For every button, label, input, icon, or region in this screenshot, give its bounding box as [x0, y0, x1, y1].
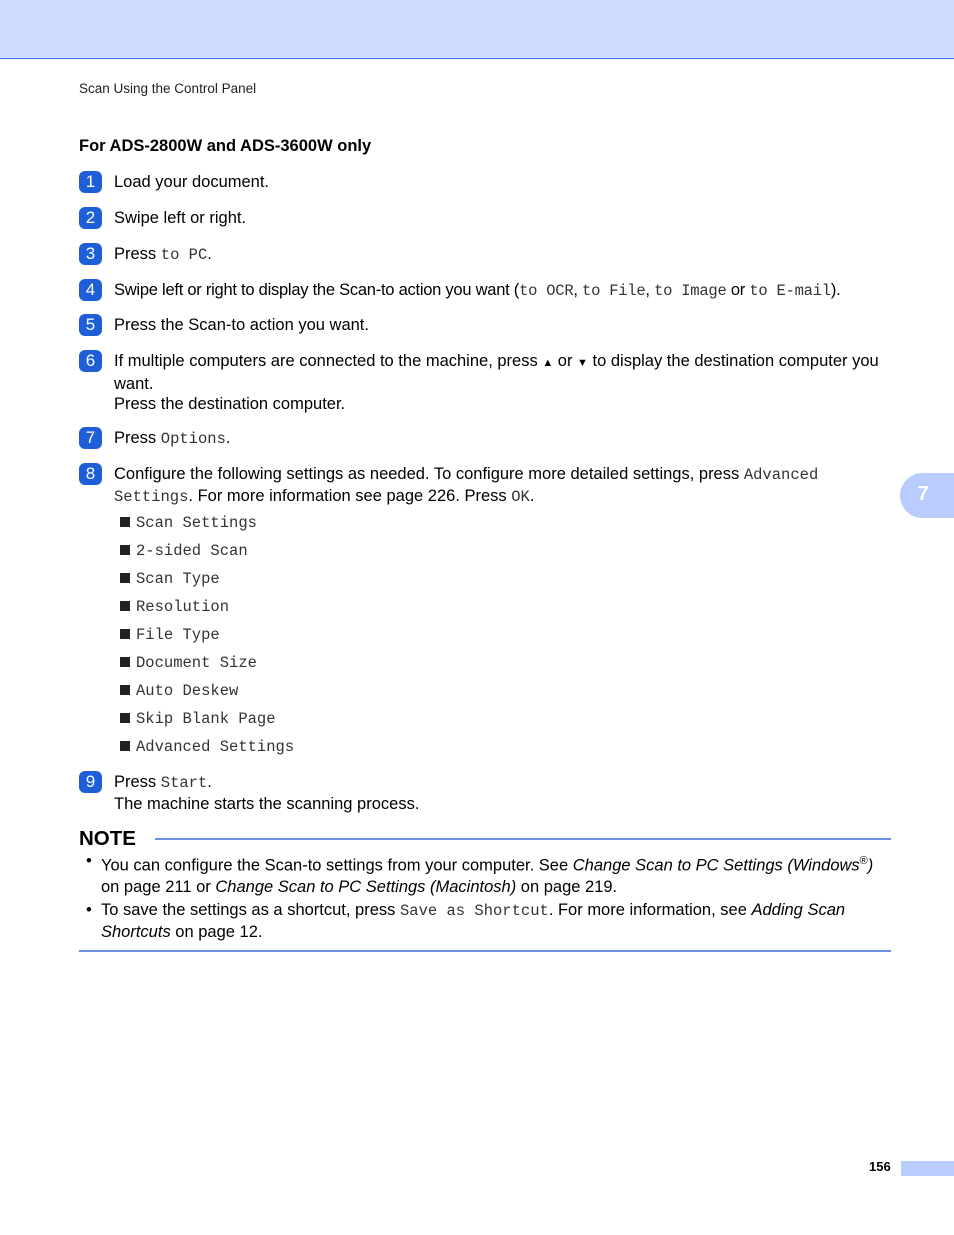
square-bullet-icon: [120, 545, 130, 555]
step-text: If multiple computers are connected to the machine, press ▲ or ▼ to display the destination computer you want. Press the destination computer.: [114, 352, 879, 413]
list-item: 2-sided Scan: [120, 542, 294, 570]
list-item: Scan Type: [120, 570, 294, 598]
list-item: Resolution: [120, 598, 294, 626]
menu-option: Start: [160, 774, 208, 792]
bullet-dot-icon: •: [86, 901, 92, 919]
menu-option: Options: [160, 430, 226, 448]
chapter-tab: 7: [900, 473, 954, 518]
step-text: Swipe left or right to display the Scan-to action you want (to OCR, to File, to Image or to E-mail).: [114, 281, 841, 300]
step-text: Swipe left or right.: [114, 209, 247, 227]
list-item: Auto Deskew: [120, 682, 294, 710]
step-number-badge: 7: [79, 427, 102, 449]
menu-option: to Image: [654, 282, 727, 300]
note-divider-bottom: [79, 950, 891, 952]
page-number-bar: [901, 1161, 954, 1176]
step-text: Configure the following settings as needed. To configure more detailed settings, press Advanced Settings. For more information see page 226. Press OK.: [114, 465, 819, 506]
menu-option: Advanced Settings: [114, 466, 819, 506]
step-number-badge: 2: [79, 207, 102, 229]
note-label: NOTE: [79, 827, 136, 850]
square-bullet-icon: [120, 629, 130, 639]
menu-option: to E-mail: [749, 282, 831, 300]
square-bullet-icon: [120, 601, 130, 611]
step-text: Press Start. The machine starts the scanning process.: [114, 773, 420, 813]
square-bullet-icon: [120, 741, 130, 751]
step-text: Load your document.: [114, 173, 270, 191]
list-item: Advanced Settings: [120, 738, 294, 766]
down-arrow-icon: ▼: [577, 357, 588, 369]
step-number-badge: 8: [79, 463, 102, 485]
settings-list: [120, 514, 294, 766]
menu-option: to File: [582, 282, 646, 300]
up-arrow-icon: ▲: [542, 357, 554, 369]
step-text: Press Options.: [114, 429, 231, 448]
note-divider-top: [155, 838, 891, 840]
step-number-badge: 3: [79, 243, 102, 265]
bullet-dot-icon: •: [86, 852, 92, 870]
step-number-badge: 6: [79, 350, 102, 372]
square-bullet-icon: [120, 685, 130, 695]
page-number: 156: [869, 1159, 891, 1174]
step-text: Press the Scan-to action you want.: [114, 316, 369, 334]
list-item: Scan Settings: [120, 514, 294, 542]
step-number-badge: 4: [79, 279, 102, 301]
list-item: File Type: [120, 626, 294, 654]
menu-option: Save as Shortcut: [399, 902, 549, 920]
menu-option: to PC: [160, 246, 208, 264]
step-number-badge: 1: [79, 171, 102, 193]
step-number-badge: 5: [79, 314, 102, 336]
menu-option: OK: [511, 487, 530, 506]
step-text: Press to PC.: [114, 245, 212, 264]
list-item: Document Size: [120, 654, 294, 682]
breadcrumb: Scan Using the Control Panel: [79, 81, 257, 96]
step-number-badge: 9: [79, 771, 102, 793]
square-bullet-icon: [120, 713, 130, 723]
section-heading: For ADS-2800W and ADS-3600W only: [79, 137, 372, 155]
page-header-bar: [0, 0, 954, 59]
square-bullet-icon: [120, 573, 130, 583]
list-item: Skip Blank Page: [120, 710, 294, 738]
square-bullet-icon: [120, 517, 130, 527]
square-bullet-icon: [120, 657, 130, 667]
menu-option: to OCR: [519, 282, 574, 300]
